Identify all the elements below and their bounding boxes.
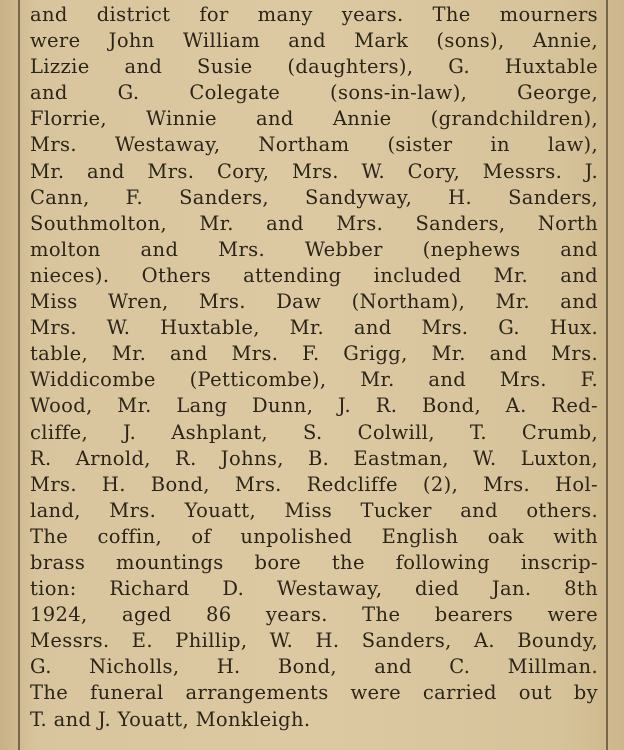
article-line: Miss Wren, Mrs. Daw (Northam), Mr. and bbox=[30, 290, 598, 314]
article-line: Southmolton, Mr. and Mrs. Sanders, North bbox=[30, 211, 598, 235]
article-line: Mrs. W. Huxtable, Mr. and Mrs. G. Hux. bbox=[30, 316, 598, 340]
article-line: Florrie, Winnie and Annie (grandchildren), bbox=[30, 107, 598, 131]
article-line: 1924, aged 86 years. The bearers were bbox=[30, 603, 598, 627]
article-line: land, Mrs. Youatt, Miss Tucker and others. bbox=[30, 498, 598, 522]
article-line: Wood, Mr. Lang Dunn, J. R. Bond, A. Red- bbox=[30, 394, 598, 418]
article-line: brass mountings bore the following inscrip- bbox=[30, 550, 598, 574]
article-line: and G. Colegate (sons-in-law), George, bbox=[30, 81, 598, 105]
article-line: Cann, F. Sanders, Sandyway, H. Sanders, bbox=[30, 185, 598, 209]
article-line: G. Nicholls, H. Bond, and C. Millman. bbox=[30, 655, 598, 679]
article-column bbox=[30, 2, 598, 733]
article-line: were John William and Mark (sons), Annie, bbox=[30, 29, 598, 53]
article-line: cliffe, J. Ashplant, S. Colwill, T. Crumb, bbox=[30, 420, 598, 444]
article-line: and district for many years. The mourners bbox=[30, 3, 598, 26]
column-rule-left bbox=[18, 0, 20, 750]
article-line: Mrs. Westaway, Northam (sister in law), bbox=[30, 133, 598, 157]
article-line: molton and Mrs. Webber (nephews and bbox=[30, 237, 598, 261]
article-line: The funeral arrangements were carried out by bbox=[30, 681, 598, 705]
article-line: Messrs. E. Phillip, W. H. Sanders, A. Boundy, bbox=[30, 629, 598, 653]
article-line: Widdicombe (Petticombe), Mr. and Mrs. F. bbox=[30, 368, 598, 392]
column-rule-right bbox=[606, 0, 608, 750]
article-line: Lizzie and Susie (daughters), G. Huxtable bbox=[30, 55, 598, 79]
article-line: T. and J. Youatt, Monkleigh. bbox=[30, 707, 311, 731]
article-line: R. Arnold, R. Johns, B. Eastman, W. Luxton, bbox=[30, 446, 598, 470]
article-line: nieces). Others attending included Mr. and bbox=[30, 263, 598, 287]
article-line: Mr. and Mrs. Cory, Mrs. W. Cory, Messrs. J. bbox=[30, 159, 598, 183]
article-line: The coffin, of unpolished English oak with bbox=[30, 524, 598, 548]
article-line: tion: Richard D. Westaway, died Jan. 8th bbox=[30, 577, 598, 601]
article-line: Mrs. H. Bond, Mrs. Redcliffe (2), Mrs. Hol- bbox=[30, 472, 598, 496]
article-line: table, Mr. and Mrs. F. Grigg, Mr. and Mrs. bbox=[30, 342, 598, 366]
